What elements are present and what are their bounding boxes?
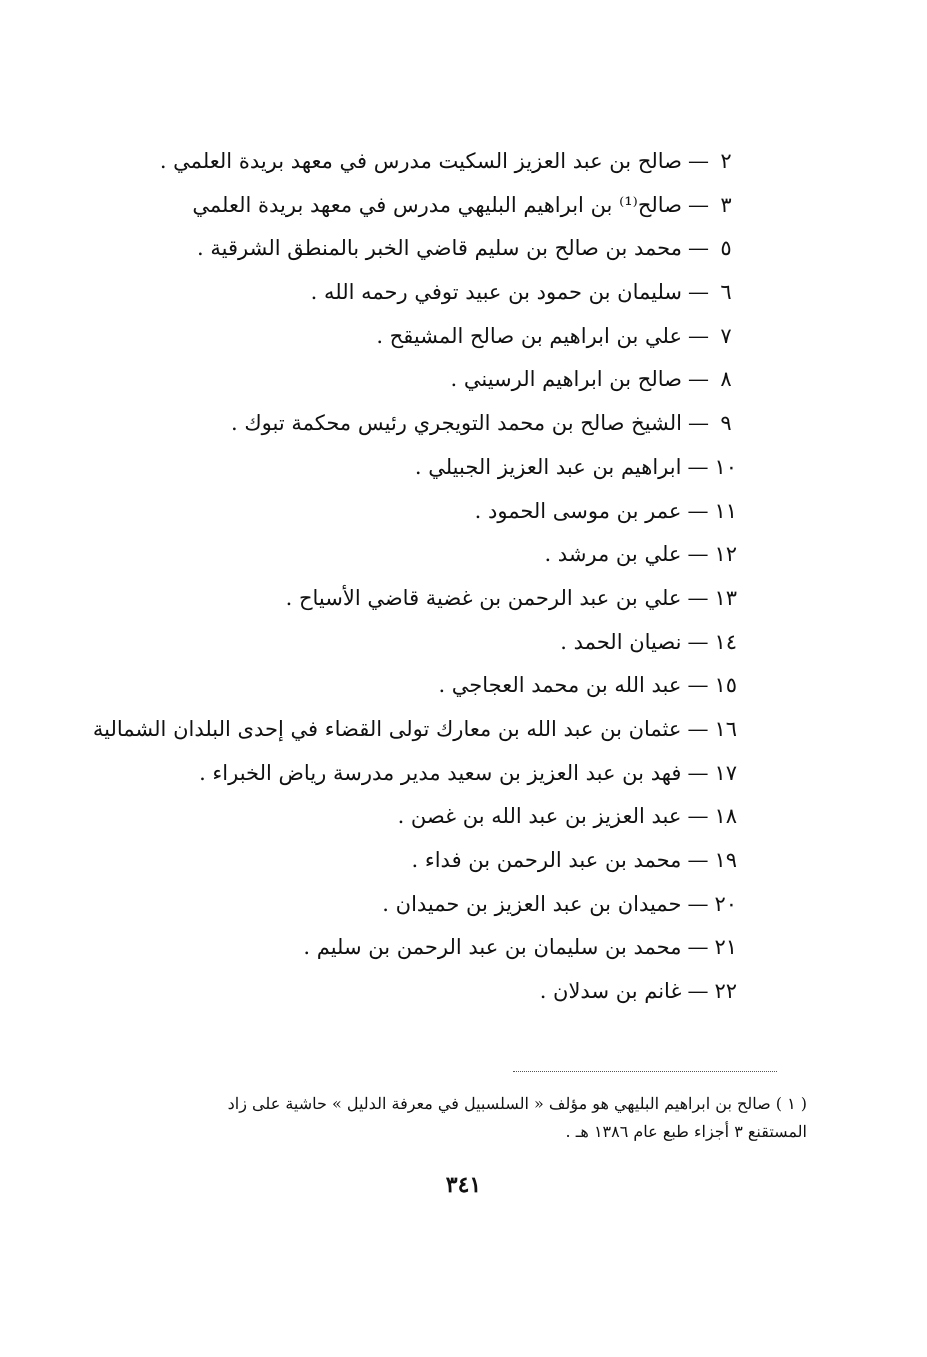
item-dash: — (687, 498, 709, 523)
list-item (37, 358, 737, 402)
item-dash: — (687, 542, 709, 567)
item-dash: — (688, 149, 709, 173)
footnote-separator (513, 1071, 777, 1072)
item-text: علي بن مرشد . (544, 542, 682, 567)
item-text: محمد بن عبد الرحمن بن فداء . (411, 848, 682, 872)
item-text: محمد بن صالح بن سليم قاضي الخبر بالمنطق الشرقية . (197, 236, 682, 261)
list-item (37, 446, 737, 490)
item-number: ٧ (720, 323, 732, 348)
item-dash: — (687, 979, 709, 1004)
item-text: عثمان بن عبد الله بن معارك تولى القضاء في إحدى البلدان الشمالية (92, 716, 682, 741)
item-dash: — (688, 192, 709, 217)
item-dash: — (687, 804, 709, 829)
list-item (37, 926, 737, 970)
item-text: الشيخ صالح بن محمد التويجري رئيس محكمة تبوك . (231, 411, 682, 436)
footnote-line-2: المستقنع ٣ أجزاء طبع عام ١٣٨٦ هـ . (565, 1122, 807, 1141)
item-number: ٢٠ (714, 891, 737, 916)
item-number: ٣ (720, 192, 732, 217)
item-dash: — (687, 760, 709, 785)
item-dash: — (688, 236, 709, 261)
list-item (37, 621, 737, 665)
list-item (37, 708, 737, 752)
item-number: ٥ (720, 236, 732, 261)
item-text: محمد بن سليمان بن عبد الرحمن بن سليم . (303, 935, 682, 960)
list-item (37, 140, 737, 184)
item-dash: — (687, 629, 709, 654)
list-item (37, 752, 737, 796)
item-number: ١٩ (714, 848, 737, 872)
list-item (37, 839, 737, 883)
item-number: ٢١ (714, 935, 737, 960)
item-number: ١٧ (714, 760, 737, 785)
item-number: ١٤ (714, 629, 737, 654)
item-text: سليمان بن حمود بن عبيد توفي رحمه الله . (310, 280, 682, 305)
footnote (107, 1090, 807, 1146)
item-text: صالح بن ابراهيم الرسيني . (450, 367, 682, 392)
names-list (37, 140, 737, 1014)
item-number: ١٨ (714, 804, 737, 829)
item-dash: — (687, 585, 709, 610)
item-dash: — (688, 280, 709, 305)
item-number: ١٣ (714, 585, 737, 610)
list-item (37, 402, 737, 446)
item-text: فهد بن عبد العزيز بن سعيد مدير مدرسة رياض الخبراء . (199, 760, 682, 785)
list-item (37, 271, 737, 315)
list-item (37, 664, 737, 708)
item-dash: — (688, 323, 709, 348)
item-text: عبد العزيز بن عبد الله بن غصن . (397, 804, 682, 829)
item-dash: — (687, 891, 709, 916)
item-dash: — (687, 935, 709, 960)
item-dash: — (687, 454, 709, 479)
item-number: ٢٢ (714, 979, 737, 1004)
page-number: ٣٤١ (445, 1172, 482, 1198)
item-text: نصيان الحمد . (560, 629, 682, 654)
item-number: ١٢ (714, 542, 737, 567)
item-dash: — (688, 411, 709, 436)
item-text: عبد الله بن محمد العجاجي . (438, 673, 682, 698)
item-text: غانم بن سدلان . (539, 979, 682, 1004)
item-text: عمر بن موسى الحمود . (474, 498, 682, 523)
list-item (37, 184, 737, 228)
list-item (37, 970, 737, 1014)
item-text: علي بن عبد الرحمن بن غضية قاضي الأسياح . (285, 585, 682, 610)
list-item (37, 227, 737, 271)
item-dash: — (687, 673, 709, 698)
list-item (37, 533, 737, 577)
item-text: علي بن ابراهيم بن صالح المشيقح . (376, 323, 682, 348)
list-item (37, 795, 737, 839)
list-item (37, 490, 737, 534)
footnote-line-1: ( ١ ) صالح بن ابراهيم البليهي هو مؤلف « السلسبيل في معرفة الدليل » حاشية على زاد (227, 1094, 807, 1113)
item-number: ١٦ (714, 716, 737, 741)
item-number: ١١ (714, 498, 737, 523)
item-number: ٨ (720, 367, 732, 392)
list-item (37, 315, 737, 359)
list-item (37, 883, 737, 927)
item-dash: — (687, 848, 709, 872)
item-number: ٩ (720, 411, 732, 436)
item-text: ابراهيم بن عبد العزيز الجبيلي . (414, 454, 682, 479)
item-dash: — (688, 367, 709, 392)
list-item (37, 577, 737, 621)
item-text: صالح بن عبد العزيز السكيت مدرس في معهد بريدة العلمي . (159, 149, 682, 173)
item-text: صالح⁽¹⁾ بن ابراهيم البليهي مدرس في معهد بريدة العلمي (192, 192, 682, 217)
item-text: حميدان بن عبد العزيز بن حميدان . (382, 891, 682, 916)
item-number: ٦ (720, 280, 732, 305)
item-dash: — (687, 716, 709, 741)
item-number: ١٥ (714, 673, 737, 698)
item-number: ١٠ (714, 454, 737, 479)
item-number: ٢ (720, 149, 732, 173)
